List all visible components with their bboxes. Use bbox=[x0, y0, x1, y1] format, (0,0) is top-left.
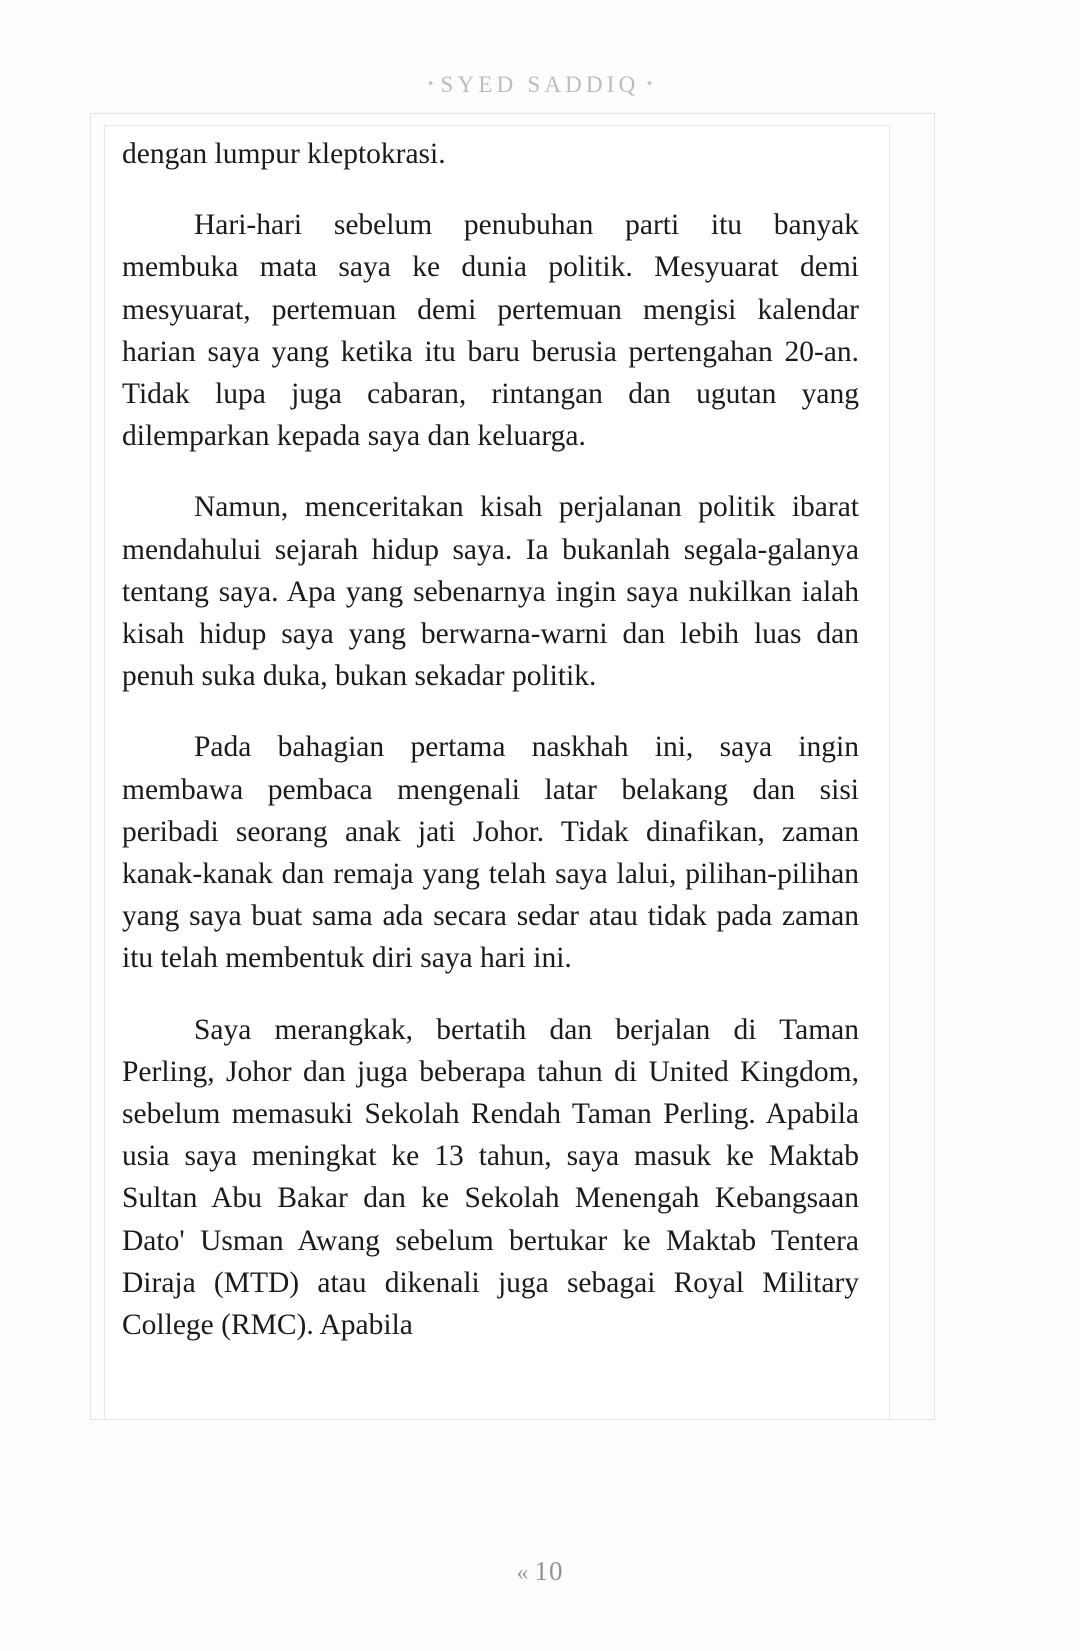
paragraph-pada-bahagian: Pada bahagian pertama naskhah ini, saya ingin membawa pembaca mengenali latar belakang dan sisi peribadi seorang anak jati Johor. Tidak dinafikan, zaman kanak-kanak dan remaja yang telah saya lalui, pilihan-pilihan yang saya buat sama ada secara sedar atau tidak pada zaman itu telah membentuk diri saya hari ini. bbox=[122, 731, 859, 975]
guillemet-icon: « bbox=[516, 1560, 530, 1586]
page-footer bbox=[0, 1556, 1080, 1587]
paragraph-namun: Namun, menceritakan kisah perjalanan politik ibarat mendahului sejarah hidup saya. Ia bukanlah segala-galanya tentang saya. Apa yang sebenarnya ingin saya nukilkan ialah kisah hidup saya yang berwarna-warni dan lebih luas dan penuh suka duka, bukan sekadar politik. bbox=[122, 491, 859, 693]
running-head-title: SYED SADDIQ bbox=[440, 72, 640, 97]
page-number: 10 bbox=[534, 1556, 564, 1586]
running-head bbox=[0, 72, 1080, 98]
paragraph-saya-merangkak: Saya merangkak, bertatih dan berjalan di Taman Perling, Johor dan juga beberapa tahun di United Kingdom, sebelum memasuki Sekolah Rendah Taman Perling. Apabila usia saya meningkat ke 13 tahun, saya masuk ke Maktab Sultan Abu Bakar dan ke Sekolah Menengah Kebangsaan Dato' Usman Awang sebelum bertukar ke Maktab Tentera Diraja (MTD) atau dikenali juga sebagai Royal Military College (RMC). Apabila bbox=[122, 1013, 859, 1342]
paragraph-continuation: dengan lumpur kleptokrasi. bbox=[122, 138, 446, 170]
bullet-left-icon: • bbox=[427, 74, 434, 93]
bullet-right-icon: • bbox=[646, 74, 653, 93]
paragraph-hari-hari: Hari-hari sebelum penubuhan parti itu banyak membuka mata saya ke dunia politik. Mesyuarat demi mesyuarat, pertemuan demi pertemuan mengisi kalendar harian saya yang ketika itu baru berusia pertengahan 20-an. Tidak lupa juga cabaran, rintangan dan ugutan yang dilemparkan kepada saya dan keluarga. bbox=[122, 209, 859, 453]
text-column bbox=[122, 133, 859, 1346]
